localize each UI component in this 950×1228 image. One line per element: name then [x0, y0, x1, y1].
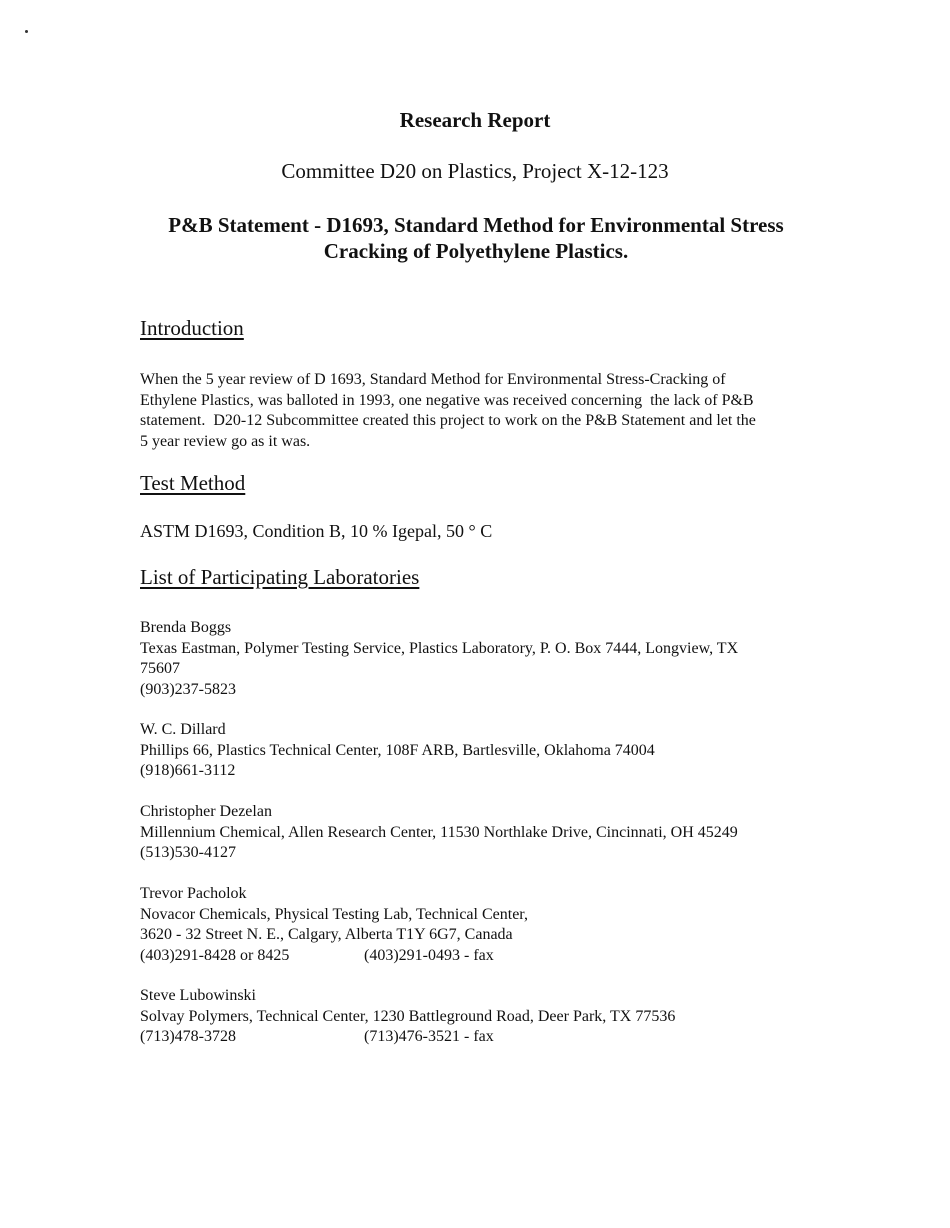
lab-entry-dillard	[140, 720, 820, 782]
lab-fax: (403)291-0493 - fax	[364, 946, 494, 964]
introduction-heading: Introduction	[140, 316, 244, 340]
lab-phone-row	[140, 1027, 820, 1048]
report-title: Research Report	[399, 108, 551, 132]
lab-phone: (403)291-8428 or 8425	[140, 946, 290, 964]
lab-contact-name: Trevor Pacholok	[140, 885, 247, 902]
introduction-line: Ethylene Plastics, was balloted in 1993, one negative was received concerning the lack of P&B	[140, 391, 754, 409]
test-method-heading: Test Method	[140, 471, 246, 495]
statement-title-line-1: P&B Statement - D1693, Standard Method for Environmental Stress	[168, 213, 784, 237]
lab-address: Solvay Polymers, Technical Center, 1230 Battleground Road, Deer Park, TX 77536	[140, 1007, 676, 1025]
lab-entry-pacholok	[140, 884, 820, 966]
introduction-paragraph	[140, 370, 820, 452]
lab-entry-dezelan	[140, 802, 820, 864]
lab-entry-boggs	[140, 618, 820, 700]
introduction-line: statement. D20-12 Subcommittee created this project to work on the P&B Statement and let the	[140, 412, 756, 429]
lab-address: 3620 - 32 Street N. E., Calgary, Alberta T1Y 6G7, Canada	[140, 926, 513, 943]
lab-entry-lubowinski	[140, 986, 820, 1048]
laboratories-heading: List of Participating Laboratories	[140, 565, 420, 589]
lab-contact-name: W. C. Dillard	[140, 721, 226, 738]
lab-fax: (713)476-3521 - fax	[364, 1028, 494, 1045]
introduction-line: 5 year review go as it was.	[140, 432, 311, 450]
lab-address: Texas Eastman, Polymer Testing Service, Plastics Laboratory, P. O. Box 7444, Longview, TX	[140, 639, 739, 657]
lab-address: Phillips 66, Plastics Technical Center, 108F ARB, Bartlesville, Oklahoma 74004	[140, 741, 655, 759]
lab-contact-name: Christopher Dezelan	[140, 803, 272, 820]
lab-address: 75607	[140, 660, 180, 677]
test-method-text: ASTM D1693, Condition B, 10 % Igepal, 50 ° C	[140, 521, 493, 541]
lab-contact-name: Steve Lubowinski	[140, 987, 256, 1004]
lab-address: Millennium Chemical, Allen Research Center, 11530 Northlake Drive, Cincinnati, OH 45249	[140, 823, 738, 841]
lab-phone: (903)237-5823	[140, 680, 236, 698]
introduction-line: When the 5 year review of D 1693, Standard Method for Environmental Stress-Cracking of	[140, 371, 726, 388]
lab-phone: (918)661-3112	[140, 762, 236, 779]
committee-line: Committee D20 on Plastics, Project X-12-123	[281, 159, 669, 183]
scan-speck	[25, 30, 28, 33]
lab-phone-row	[140, 946, 820, 967]
statement-title-line-2: Cracking of Polyethylene Plastics.	[323, 239, 629, 263]
lab-phone: (713)478-3728	[140, 1028, 236, 1045]
lab-phone: (513)530-4127	[140, 844, 236, 861]
lab-contact-name: Brenda Boggs	[140, 619, 232, 636]
statement-title	[120, 212, 832, 264]
lab-address: Novacor Chemicals, Physical Testing Lab, Technical Center,	[140, 905, 528, 923]
